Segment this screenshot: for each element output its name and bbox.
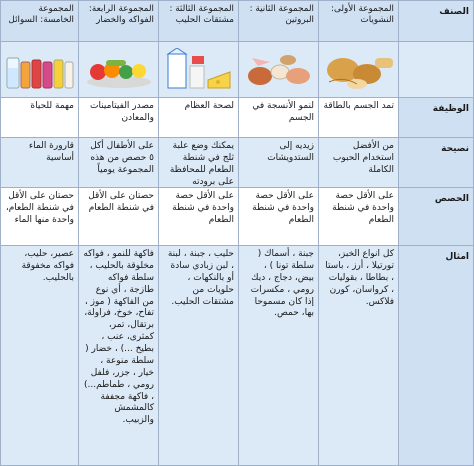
function-group3: لصحة العظام [159, 98, 239, 138]
examples-group1: كل انواع الخبز، تورتيلا ، أرز ، باستا ، بطاطا ، بقوليات ، كرواسان، كورن فلاكس. [319, 246, 399, 466]
advice-group1: من الأفضل استخدام الحبوب الكاملة [319, 138, 399, 188]
protein-image [239, 42, 319, 98]
fruits-vegetables-image [79, 42, 159, 98]
row-label-portions: الحصص [399, 188, 474, 246]
liquids-image [0, 42, 79, 98]
row-label-image [399, 42, 474, 98]
row-label-advice: نصيحة [399, 138, 474, 188]
function-group2: لنمو الأنسجة في الجسم [239, 98, 319, 138]
header-group5: المجموعة الخامسة: السوائل [0, 0, 79, 42]
header-group1: المجموعة الأولى: النشويات [319, 0, 399, 42]
advice-group4: على الأطفال أكل ٥ حصص من هذه المجموعة يومياً [79, 138, 159, 188]
function-group4: مصدر الفيتامينات والمعادن [79, 98, 159, 138]
function-group1: تمد الجسم بالطاقة [319, 98, 399, 138]
portions-group1: على الأقل حصة واحدة في شنطة الطعام [319, 188, 399, 246]
examples-group4: فاكهة للنمو ، فواكه مخلوقة بالحليب ، سلطة فواكه طازجة ، أي نوع من الفاكهة ( موز ، تفاح، خوخ، فراولة، برتقال، تمر، كمثرى، عنب ، بطيخ ...) ، خضار ( سلطة منوعة ، خيار ، جزر، فلفل رومي ، طماطم...) ، فاكهة مجففة كالمشمش والزبيب. [79, 246, 159, 466]
header-category: الصنف [399, 0, 474, 42]
header-group4: المجموعة الرابعة: الفواكه والخضار [79, 0, 159, 42]
examples-group5: عصير، حليب، فواكه مخفوقة بالحليب. [0, 246, 79, 466]
row-label-examples: امثال [399, 246, 474, 466]
advice-group5: قارورة الماء أساسية [0, 138, 79, 188]
dairy-image [159, 42, 239, 98]
starches-image [319, 42, 399, 98]
examples-group2: جبنة ، أسماك ( سلطة تونا ) ، بيض، دجاج ، ديك رومي ، مكسرات إذا كان مسموحا بها، حمص. [239, 246, 319, 466]
function-group5: مهمة للحياة [0, 98, 79, 138]
portions-group5: حصتان على الأقل في شنطة الطعام، واحدة منها الماء [0, 188, 79, 246]
portions-group4: حصتان على الأقل في شنطة الطعام [79, 188, 159, 246]
header-group3: المجموعة الثالثة : مشتقات الحليب [159, 0, 239, 42]
header-group2: المجموعة الثانية : البروتين [239, 0, 319, 42]
examples-group3: حليب ، جبنة ، لبنة ، لبن زبادي سادة أو بالنكهات ، حلويات من مشتقات الحليب. [159, 246, 239, 466]
portions-group3: على الأقل حصة واحدة في شنطة الطعام [159, 188, 239, 246]
portions-group2: على الأقل حصة واحدة في شنطة الطعام [239, 188, 319, 246]
advice-group3: يمكنك وضع علبة ثلج في شنطة الطعام للمحافظة على برودته [159, 138, 239, 188]
advice-group2: زيديه إلى الستدويشات [239, 138, 319, 188]
row-label-function: الوظيفة [399, 98, 474, 138]
